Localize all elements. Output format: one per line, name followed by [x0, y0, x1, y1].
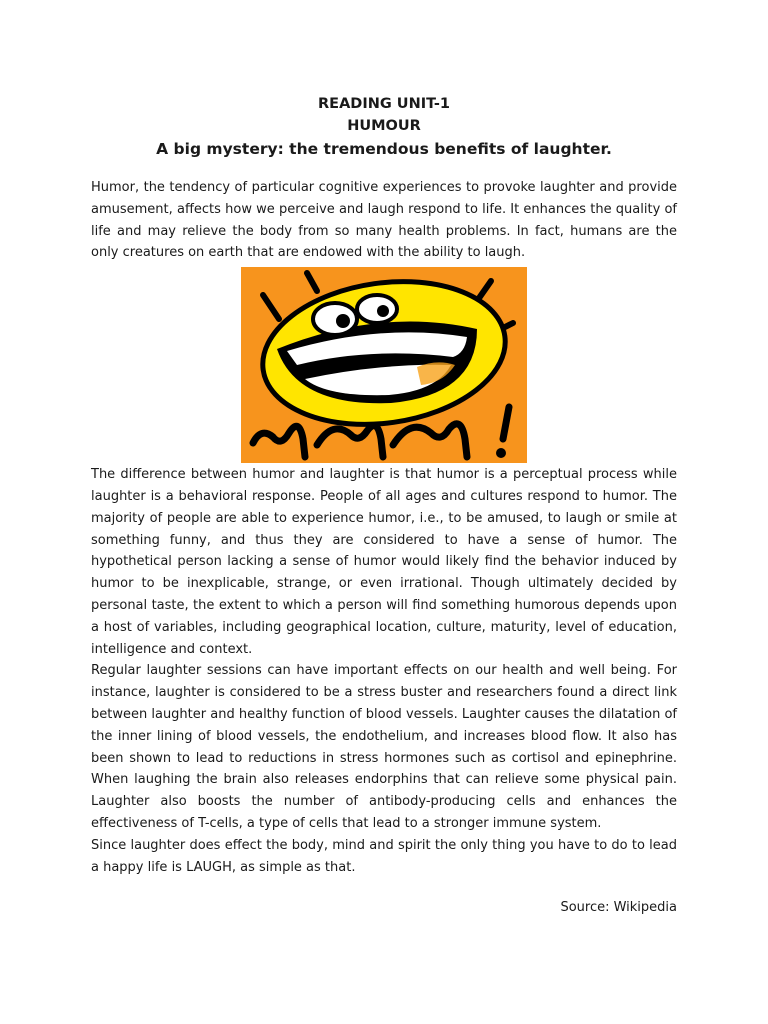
- eye-left: [313, 303, 357, 335]
- exclamation-dot: [496, 448, 506, 458]
- paragraph-intro: Humor, the tendency of particular cognitive experiences to provoke laughter and provide amusement, affects how we perceive and laugh respond to life. It enhances the quality of life and may relieve the body from so many health problems. In fact, humans are the only creatures on earth that are endowed with the ability to laugh.: [91, 180, 677, 261]
- eye-right: [357, 295, 397, 323]
- document-page: [91, 93, 677, 932]
- paragraph-health: Regular laughter sessions can have important effects on our health and well being. For instance, laughter is considered to be a stress buster and researchers found a direct link between laughter and healthy function of blood vessels. Laughter causes the dilatation of the inner lining of blood vessels, the endothelium, and increases blood flow. It also has been shown to lead to reductions in stress hormones such as cortisol and epinephrine. When laughing the brain also releases endorphins that can relieve some physical pain. Laughter also boosts the number of antibody-producing cells and enhances the effectiveness of T-cells, a type of cells that lead to a stronger immune system.: [91, 663, 677, 831]
- pupil-left: [336, 314, 350, 328]
- paragraph-difference: The difference between humor and laughter is that humor is a perceptual process while laughter is a behavioral response. People of all ages and cultures respond to humor. The majority of people are able to experience humor, i.e., to be amused, to laugh or smile at something funny, and thus they are considered to have a sense of humor. The hypothetical person lacking a sense of humor would likely find the behavior induced by humor to be inexplicable, strange, or even irrational. Though ultimately decided by personal taste, the extent to which a person will find something humorous depends upon a host of variables, including geographical location, culture, maturity, level of education, intelligence and context.: [91, 467, 677, 657]
- paragraph-conclusion: Since laughter does effect the body, mind and spirit the only thing you have to do to lead a happy life is LAUGH, as simple as that.: [91, 837, 677, 875]
- pupil-right: [377, 305, 389, 317]
- article-title: A big mystery: the tremendous benefits of laughter.: [156, 140, 612, 158]
- source-citation: Source: Wikipedia: [560, 900, 677, 916]
- unit-heading: READING UNIT-1: [318, 96, 450, 112]
- laughing-face-icon: [241, 267, 527, 463]
- topic-heading: HUMOUR: [347, 118, 421, 134]
